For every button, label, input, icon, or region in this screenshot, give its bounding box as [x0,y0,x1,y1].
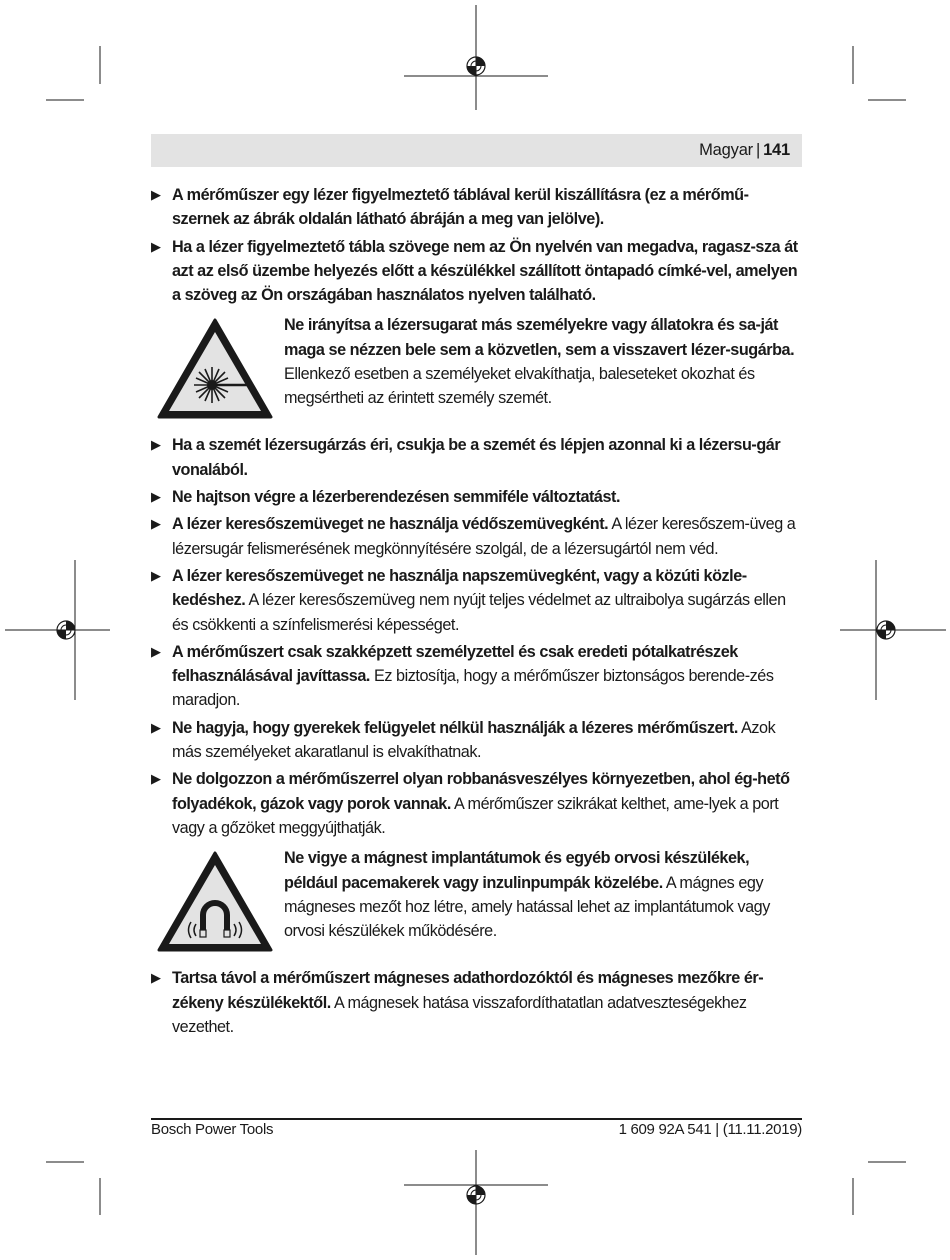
warning-text: A mágnes egy mágneses mezőt hoz létre, amely hatással lehet az implantátumok vagy orvosi készülékek működésére. [284,873,770,941]
warning-bold-text: Ne irányítsa a lézersugarat más személyekre vagy állatokra és sa-ját maga se nézzen bele sem a közvetlen, sem a visszavert lézer-sugárba. [284,316,795,359]
item-bold-text: A lézer keresőszemüveget ne használja napszemüvegként, vagy a közúti közle-kedéshez. [172,566,747,610]
header-text [699,141,790,160]
list-item [151,235,802,308]
footer-doc-number: 1 609 92A 541 | (11.11.2019) [618,1121,802,1138]
list-item [151,966,802,1039]
item-bold-text: A mérőműszer egy lézer figyelmeztető táblával kerül kiszállításra (ez a mérőmű-szernek az ábrák oldalán látható ábráján a meg van jelölve). [172,186,749,229]
list-item [151,716,802,765]
triangle-right-icon: ▶ [151,516,161,532]
magnet-warning-icon [156,850,274,954]
magnet-warning-block [151,846,802,946]
item-bold-text: Ne hajtson végre a lézerberendezésen semmiféle változtatást. [172,488,621,507]
footer-rule [151,1118,802,1120]
header-language: Magyar [699,141,753,159]
item-bold-text: A lézer keresőszemüveget ne használja védőszemüvegként. [172,515,609,534]
warning-bold-text: Ne vigye a mágnest implantátumok és egyéb orvosi készülékek, például pacemakerek vagy inzulinpumpák közelébe. [284,849,750,892]
item-bold-text: Ne dolgozzon a mérőműszerrel olyan robbanásveszélyes környezetben, ahol ég-hető folyadékok, gázok vagy porok vannak. [172,770,790,813]
list-item [151,485,802,509]
triangle-right-icon: ▶ [151,187,161,202]
list-item [151,433,802,482]
page-header [151,134,802,167]
item-bold-text: Ha a lézer figyelmeztető tábla szövege nem az Ön nyelvén van megadva, ragasz-sza át azt az első üzembe helyezés előtt a készülékkel szállított öntapadó címké-vel, amelyen a szöveg az Ön országában használatos nyelven található. [172,237,798,305]
item-bold-text: Tartsa távol a mérőműszert mágneses adathordozóktól és mágneses mezőkre ér-zékeny készülékektől. [172,969,764,1012]
list-item [151,767,802,840]
warning-text: Ellenkező esetben a személyeket elvakíthatja, baleseteket okozhat és megsértheti az érintett személy szemét. [284,365,755,408]
triangle-right-icon: ▶ [151,437,161,453]
list-item [151,564,802,637]
list-item [151,183,802,232]
header-separator: | [755,141,761,159]
footer-brand: Bosch Power Tools [151,1121,274,1138]
item-text: A mágnesek hatása visszafordíthatatlan adatveszteségekhez vezethet. [172,993,747,1036]
list-item [151,640,802,713]
item-text: A lézer keresőszem-üveg a lézersugár felismerésének megkönnyítésére szolgál, de a lézersugártól nem véd. [172,515,796,558]
magnet-warning-text [284,846,802,943]
triangle-right-icon: ▶ [151,238,161,254]
document-body [151,183,802,1042]
triangle-right-icon: ▶ [151,970,161,986]
triangle-right-icon: ▶ [151,719,161,735]
laser-warning-icon [156,317,274,421]
laser-warning-block [151,313,802,413]
item-text: A mérőműszer szikrákat kelthet, ame-lyek a port vagy a gőzöket meggyújthatják. [172,794,779,837]
laser-warning-text [284,313,802,410]
triangle-right-icon: ▶ [151,643,161,659]
triangle-right-icon: ▶ [151,489,161,505]
item-bold-text: A mérőműszert csak szakképzett személyzettel és csak eredeti pótalkatrészek felhasználásával javíttassa. [172,642,738,686]
page-number: 141 [763,141,790,159]
list-item [151,512,802,561]
item-text: Ez biztosítja, hogy a mérőműszer biztonságos berende-zés maradjon. [172,667,774,710]
item-text: A lézer keresőszemüveg nem nyújt teljes védelmet az ultraibolya sugárzás ellen és csökkenti a színfelismerési képességet. [172,591,786,634]
item-bold-text: Ne hagyja, hogy gyerekek felügyelet nélkül használják a lézeres mérőműszert. [172,718,738,737]
item-text: Azok más személyeket akaratlanul is elvakíthatnak. [172,718,776,762]
triangle-right-icon: ▶ [151,567,161,583]
triangle-right-icon: ▶ [151,771,161,787]
item-bold-text: Ha a szemét lézersugárzás éri, csukja be a szemét és lépjen azonnal ki a lézersu-gár vonalából. [172,436,781,479]
